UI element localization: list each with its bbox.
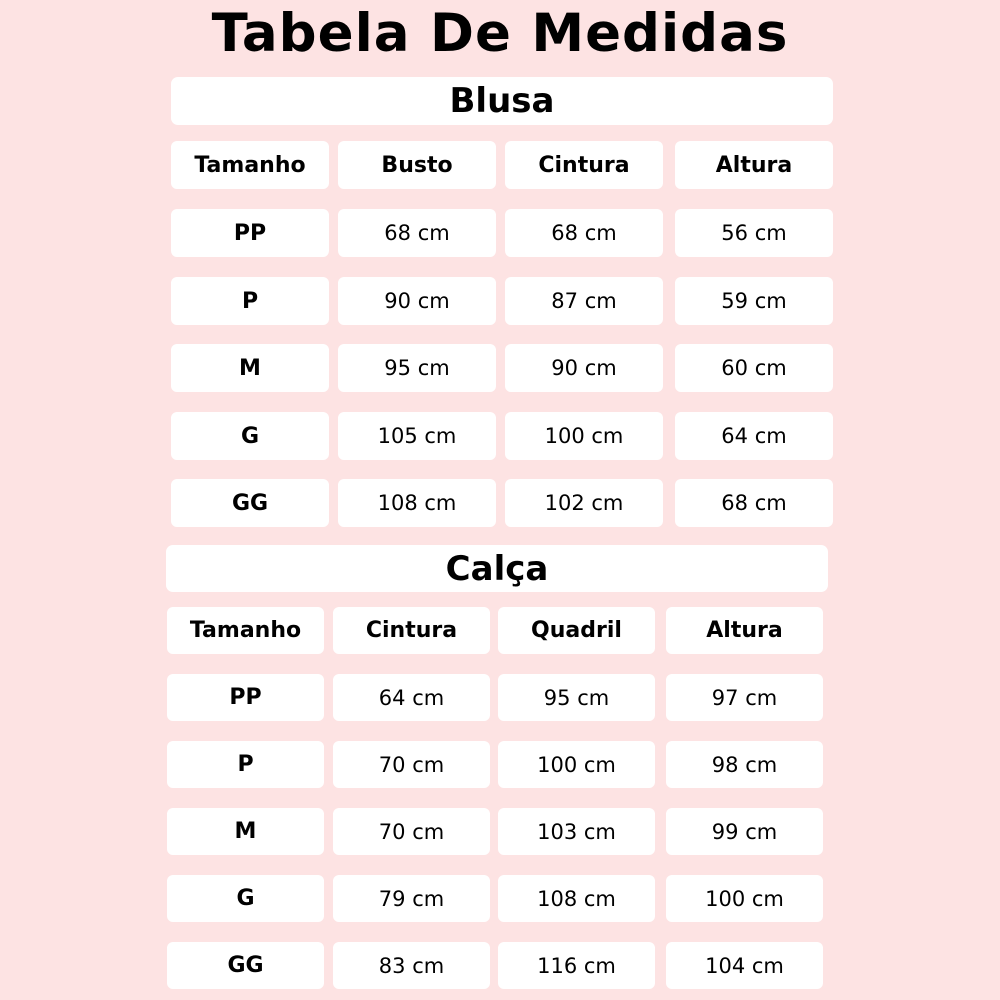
size-label-cell: G [167, 875, 324, 922]
column-header: Quadril [498, 607, 655, 654]
table-heading: Calça [166, 545, 828, 592]
measurement-cell: 108 cm [498, 875, 655, 922]
measurement-cell: 104 cm [666, 942, 823, 989]
measurement-cell: 95 cm [338, 344, 496, 392]
measurement-cell: 83 cm [333, 942, 490, 989]
measurement-cell: 64 cm [675, 412, 833, 460]
measurement-cell: 79 cm [333, 875, 490, 922]
size-label-cell: GG [171, 479, 329, 527]
size-label-cell: G [171, 412, 329, 460]
size-label-cell: GG [167, 942, 324, 989]
measurement-cell: 70 cm [333, 808, 490, 855]
column-header: Altura [675, 141, 833, 189]
measurement-cell: 95 cm [498, 674, 655, 721]
measurement-cell: 68 cm [675, 479, 833, 527]
column-header: Cintura [333, 607, 490, 654]
size-label-cell: P [167, 741, 324, 788]
page-title: Tabela De Medidas [211, 3, 789, 64]
measurement-cell: 97 cm [666, 674, 823, 721]
size-label-cell: PP [171, 209, 329, 257]
size-label-cell: M [167, 808, 324, 855]
size-label-cell: P [171, 277, 329, 325]
column-header: Busto [338, 141, 496, 189]
column-header: Altura [666, 607, 823, 654]
column-header: Tamanho [171, 141, 329, 189]
measurement-cell: 59 cm [675, 277, 833, 325]
measurement-cell: 90 cm [505, 344, 663, 392]
measurement-cell: 60 cm [675, 344, 833, 392]
measurement-cell: 68 cm [338, 209, 496, 257]
measurement-cell: 100 cm [505, 412, 663, 460]
table-heading: Blusa [171, 77, 833, 125]
measurement-cell: 99 cm [666, 808, 823, 855]
measurement-cell: 68 cm [505, 209, 663, 257]
measurement-cell: 105 cm [338, 412, 496, 460]
measurement-cell: 98 cm [666, 741, 823, 788]
measurement-cell: 100 cm [666, 875, 823, 922]
measurement-cell: 108 cm [338, 479, 496, 527]
measurement-cell: 90 cm [338, 277, 496, 325]
column-header: Tamanho [167, 607, 324, 654]
measurement-cell: 56 cm [675, 209, 833, 257]
measurement-cell: 103 cm [498, 808, 655, 855]
size-label-cell: M [171, 344, 329, 392]
column-header: Cintura [505, 141, 663, 189]
measurement-cell: 64 cm [333, 674, 490, 721]
size-label-cell: PP [167, 674, 324, 721]
measurement-cell: 70 cm [333, 741, 490, 788]
measurement-cell: 116 cm [498, 942, 655, 989]
measurement-cell: 87 cm [505, 277, 663, 325]
measurement-cell: 102 cm [505, 479, 663, 527]
measurement-cell: 100 cm [498, 741, 655, 788]
